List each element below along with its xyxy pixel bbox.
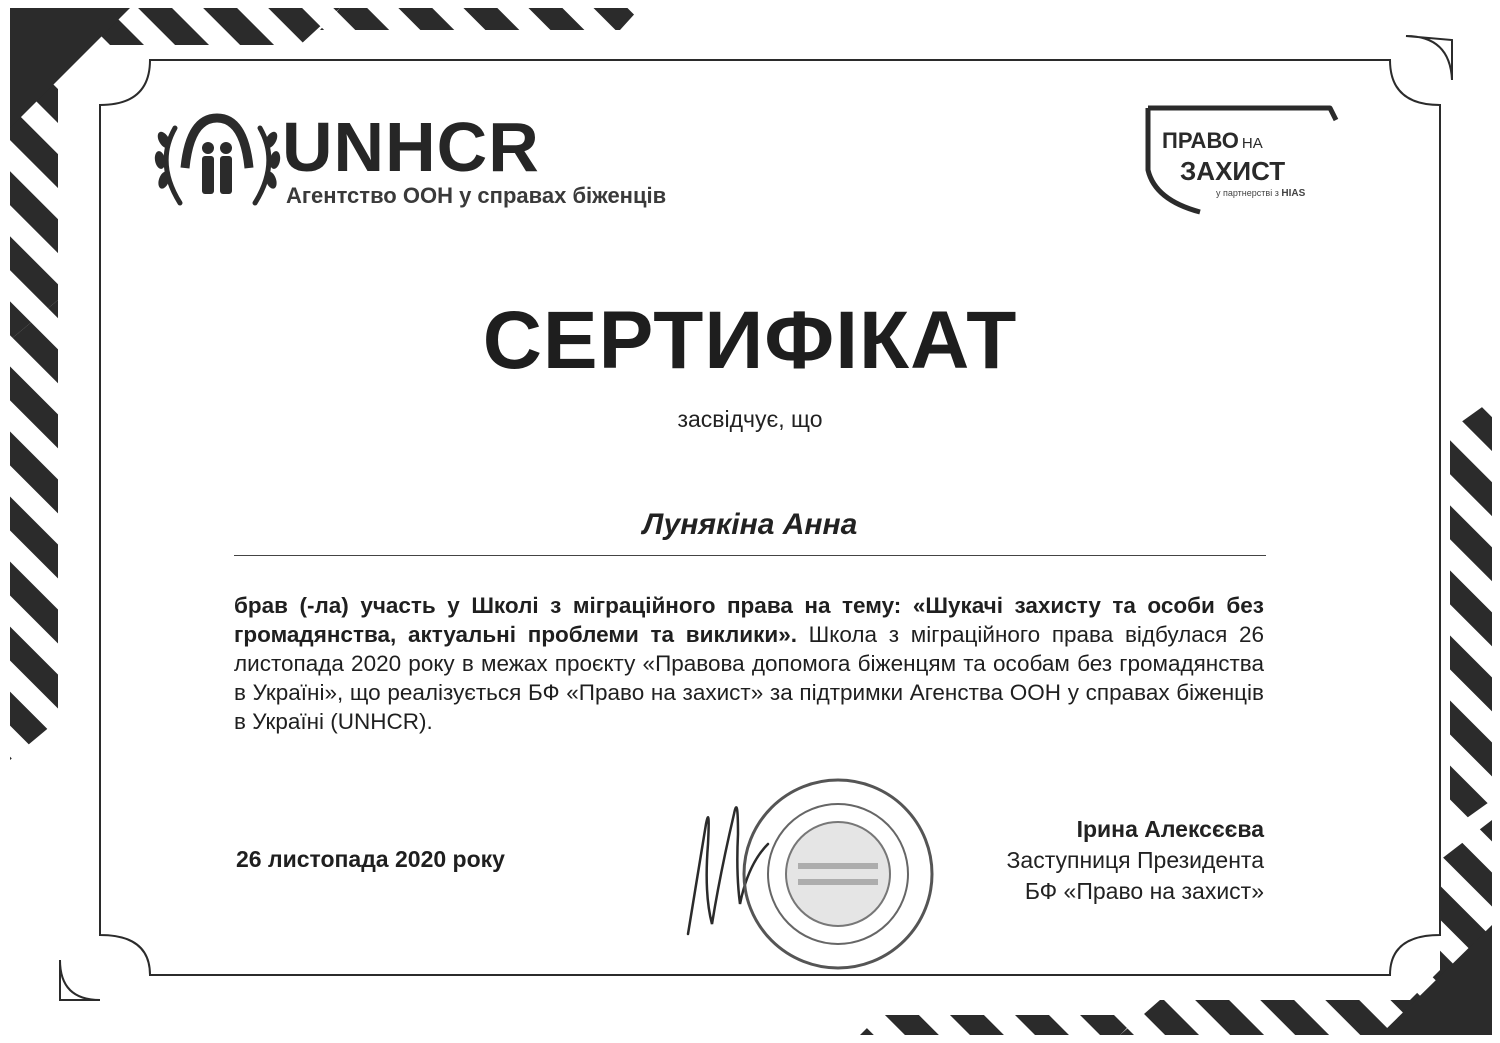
signer-title-line1: Заступниця Президента [1006,847,1264,873]
certificate-title: СЕРТИФІКАТ [482,295,1018,386]
unhcr-logo-subtitle: Агентство ООН у справах біженців [286,183,667,208]
partner-logo-line2: ЗАХИСТ [1180,156,1286,186]
issue-date: 26 листопада 2020 року [236,846,505,872]
name-underline [234,555,1266,556]
signer-name: Ірина Алексєєва [1076,816,1264,842]
recipient-name: Лунякіна Анна [642,508,858,541]
unhcr-logo-title: UNHCR [282,108,540,186]
certificate-body-regular: Школа з міграційного права відбулася 26 листопада 2020 року в межах проєкту «Правова допомога біженцям та особам без громадянства в Україні», що реалізується БФ «Право на захист» за підтримки Агенства ООН у справах біженців в Україні (UNHCR). [234,622,1264,734]
signer-block [940,814,1264,907]
certificate-body [234,591,1264,736]
stamp-seal-icon [738,776,938,972]
partner-logo-line1 [1162,128,1263,154]
partner-logo-partnership: у партнерстві з [1216,188,1279,198]
certifies-text: засвідчує, що [677,406,823,432]
partner-logo-word-pravo: ПРАВО [1162,128,1239,153]
partner-logo-line3 [1216,188,1305,199]
partner-logo-word-na: НА [1241,135,1263,152]
signer-title-line2: БФ «Право на захист» [1024,878,1264,904]
certificate-body-bold: брав (-ла) участь у Школі з міграційного права на тему: «Шукачі захисту та особи без громадянства, актуальні проблеми та виклики». [234,593,1264,647]
partner-logo-hias: HIAS [1281,188,1306,199]
